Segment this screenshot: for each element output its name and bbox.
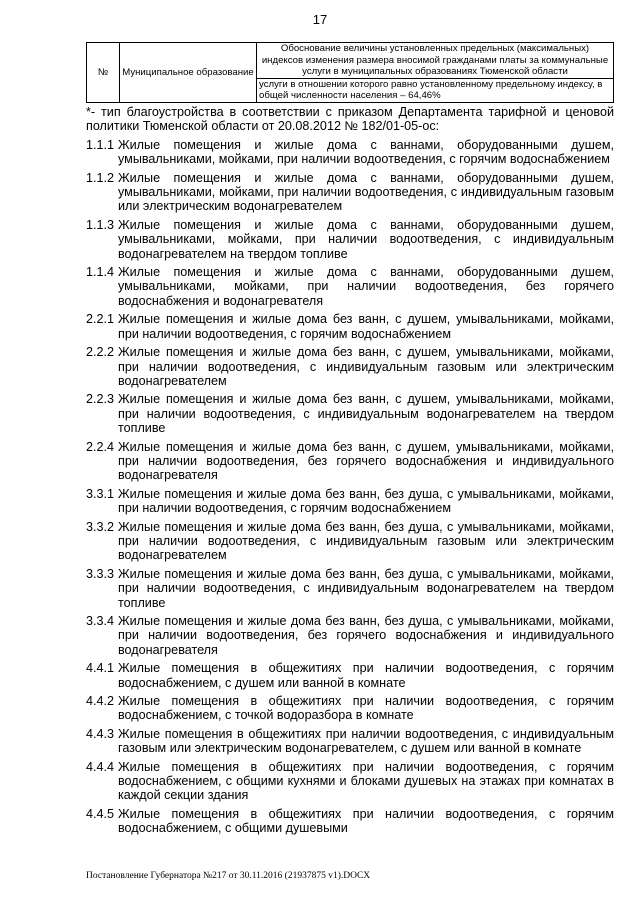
list-item-number: 2.2.4 (86, 439, 115, 454)
list-item-number: 2.2.2 (86, 345, 115, 360)
list-item-text: Жилые помещения в общежитиях при наличии водоотведения, с индивидуальным газовым или электрическим водонагревателем, с душем или ванной в комнате (118, 726, 614, 756)
list-item-text: Жилые помещения и жилые дома с ваннами, оборудованными душем, умывальниками, мойками, при наличии водоотведения, без горячего водоснабжения и водонагревателя (118, 265, 614, 308)
list-item (86, 694, 614, 723)
list-item-text: Жилые помещения и жилые дома без ванн, без душа, с умывальниками, мойками, при наличии водоотведения, без горячего водоснабжения и индивидуального водонагревателя (118, 614, 614, 657)
list-item-number: 4.4.5 (86, 806, 115, 821)
list-item-number: 4.4.3 (86, 726, 115, 741)
list-item-number: 3.3.4 (86, 614, 115, 628)
list-item (86, 345, 614, 388)
document-footer: Постановление Губернатора №217 от 30.11.2016 (21937875 v1).DOCX (86, 871, 371, 881)
list-item-text: Жилые помещения и жилые дома без ванн, с душем, умывальниками, мойками, при наличии водоотведения, с индивидуальным водонагревателем на твердом топливе (118, 392, 614, 436)
list-item (86, 265, 614, 308)
list-item-number: 3.3.1 (86, 486, 115, 501)
list-item-text: Жилые помещения и жилые дома без ванн, без душа, с умывальниками, мойками, при наличии водоотведения, с индивидуальным газовым или электрическим водонагревателем (118, 519, 614, 563)
list-item (86, 312, 614, 341)
list-item (86, 392, 614, 435)
list-item-number: 1.1.3 (86, 217, 115, 232)
list-item-number: 1.1.2 (86, 170, 115, 185)
list-item-text: Жилые помещения и жилые дома без ванн, с душем, умывальниками, мойками, при наличии водоотведения, без горячего водоснабжения и индивидуального водонагревателя (118, 439, 614, 483)
list-item-number: 4.4.1 (86, 661, 115, 676)
header-cell-municipality: Муниципальное образование (120, 43, 257, 103)
list-item (86, 520, 614, 563)
header-cell-basis: Обоснование величины установленных предельных (максимальных) индексов изменения размера вносимой гражданами платы за коммунальные услуги в муниципальных образованиях Тюменской области (257, 43, 614, 79)
list-item-text: Жилые помещения в общежитиях при наличии водоотведения, с горячим водоснабжением, с душем или ванной в комнате (118, 661, 614, 690)
list-item-number: 3.3.2 (86, 519, 115, 534)
document-body (86, 105, 614, 836)
list-item-number: 1.1.4 (86, 265, 115, 280)
list-item-number: 2.2.1 (86, 312, 115, 327)
list-item (86, 760, 614, 803)
page-number: 17 (312, 12, 328, 27)
list-item (86, 171, 614, 214)
header-cell-number: № (87, 43, 120, 103)
list-item-number: 1.1.1 (86, 137, 115, 152)
list-item-text: Жилые помещения и жилые дома без ванн, с душем, умывальниками, мойками, при наличии водоотведения, с индивидуальным газовым или электрическим водонагревателем (118, 345, 614, 388)
list-item (86, 138, 614, 167)
header-table (86, 42, 614, 103)
list-item-number: 4.4.2 (86, 694, 115, 709)
list-item (86, 807, 614, 836)
list-item-number: 3.3.3 (86, 566, 115, 581)
list-item-text: Жилые помещения и жилые дома без ванн, с душем, умывальниками, мойками, при наличии водоотведения, с горячим водоснабжением (118, 312, 614, 341)
intro-paragraph: *- тип благоустройства в соответствии с приказом Департамента тарифной и ценовой политики Тюменской области от 20.08.2012 № 182/01-05-ос: (86, 105, 614, 134)
table-value-cell: услуги в отношении которого равно установленному предельному индексу, в общей численности населения – 64,46% (257, 78, 614, 102)
list-item-number: 4.4.4 (86, 759, 115, 774)
list-item (86, 567, 614, 610)
list-item (86, 614, 614, 657)
list-item (86, 661, 614, 690)
list-item-text: Жилые помещения и жилые дома с ваннами, оборудованными душем, умывальниками, мойками, при наличии водоотведения, с индивидуальным водонагревателем на твердом топливе (118, 217, 614, 261)
list-item-number: 2.2.3 (86, 392, 115, 407)
improvement-type-list (86, 138, 614, 836)
list-item (86, 727, 614, 756)
list-item (86, 440, 614, 483)
list-item (86, 487, 614, 516)
list-item-text: Жилые помещения в общежитиях при наличии водоотведения, с горячим водоснабжением, с точкой водоразбора в комнате (118, 694, 614, 723)
list-item-text: Жилые помещения в общежитиях при наличии водоотведения, с горячим водоснабжением, с общими кухнями и блоками душевых на этажах при комнатах в каждой секции здания (118, 759, 614, 803)
list-item-text: Жилые помещения в общежитиях при наличии водоотведения, с горячим водоснабжением, с общими душевыми (118, 806, 614, 836)
list-item-text: Жилые помещения и жилые дома с ваннами, оборудованными душем, умывальниками, мойками, при наличии водоотведения, с индивидуальным газовым или электрическим водонагревателем (118, 170, 614, 214)
list-item-text: Жилые помещения и жилые дома без ванн, без душа, с умывальниками, мойками, при наличии водоотведения, с горячим водоснабжением (118, 486, 614, 516)
list-item (86, 218, 614, 261)
list-item-text: Жилые помещения и жилые дома с ваннами, оборудованными душем, умывальниками, мойками, при наличии водоотведения, с горячим водоснабжением (118, 137, 614, 167)
list-item-text: Жилые помещения и жилые дома без ванн, без душа, с умывальниками, мойками, при наличии водоотведения, с индивидуальным водонагревателем на твердом топливе (118, 566, 614, 610)
